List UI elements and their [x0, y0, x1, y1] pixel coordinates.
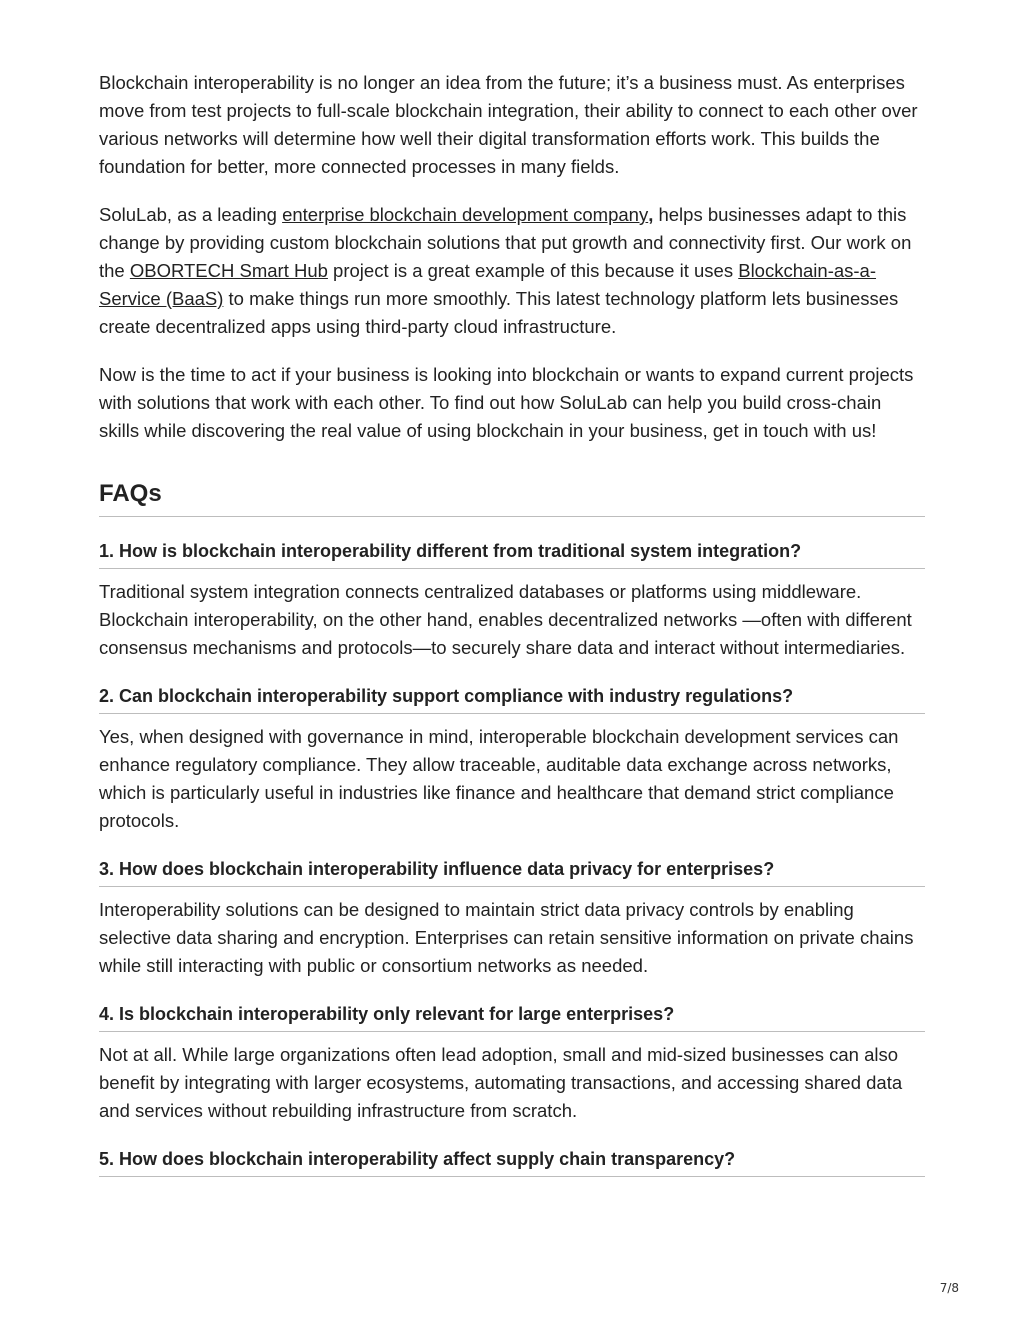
faq-answer: Not at all. While large organizations often lead adoption, small and mid-sized businesses can also benefit by integrating with larger ecosystems, automating transactions, and accessing shared data and services without rebuilding infrastructure from scratch. [99, 1044, 903, 1121]
faq-answer: Yes, when designed with governance in mind, interoperable blockchain development services can enhance regulatory compliance. They allow traceable, auditable data exchange across networks, which is particularly useful in industries like finance and healthcare that demand strict compliance protocols. [99, 726, 899, 831]
baas-link[interactable]: Blockchain-as-a-Service (BaaS) [99, 260, 877, 309]
faq-item [99, 517, 925, 662]
bold-comma: , [648, 204, 654, 225]
enterprise-blockchain-link[interactable]: enterprise blockchain development company [282, 204, 649, 225]
faq-answer: Traditional system integration connects centralized databases or platforms using middleware. Blockchain interoperability, on the other hand, enables decentralized networks —often with different consensus mechanisms and protocols—to securely share data and interact without intermediaries. [99, 581, 912, 658]
faq-answer: Interoperability solutions can be designed to maintain strict data privacy controls by enabling selective data sharing and encryption. Enterprises can retain sensitive information on private chains while still interacting with public or consortium networks as needed. [99, 899, 914, 976]
solulab-paragraph [99, 201, 925, 341]
intro-paragraph: Blockchain interoperability is no longer an idea from the future; it’s a business must. As enterprises move from test projects to full-scale blockchain integration, their ability to connect to each other over various networks will determine how well their digital transformation efforts work. This builds the foundation for better, more connected processes in many fields. [99, 72, 918, 177]
page-number: 7/8 [939, 1281, 959, 1295]
call-to-action-paragraph: Now is the time to act if your business is looking into blockchain or wants to expand current projects with solutions that work with each other. To find out how SoluLab can help you build cross-chain skills while discovering the real value of using blockchain in your business, get in touch with us! [99, 364, 914, 441]
obortech-smart-hub-link[interactable]: OBORTECH Smart Hub [129, 260, 328, 281]
faq-item [99, 1125, 925, 1177]
document-body [99, 69, 925, 1177]
faq-item [99, 662, 925, 835]
faq-question: 4. Is blockchain interoperability only relevant for large enterprises? [99, 980, 925, 1032]
faq-heading: FAQs [99, 479, 925, 517]
text-segment: SoluLab, as a leading [99, 204, 283, 225]
faq-question: 5. How does blockchain interoperability affect supply chain transparency? [99, 1125, 925, 1177]
faq-question: 3. How does blockchain interoperability influence data privacy for enterprises? [99, 835, 925, 887]
text-segment: helps businesses adapt to this change by providing custom blockchain solutions that put growth and connectivity first. Our work on the [99, 204, 912, 281]
faq-question: 2. Can blockchain interoperability support compliance with industry regulations? [99, 662, 925, 714]
faq-question: 1. How is blockchain interoperability different from traditional system integration? [99, 517, 925, 569]
faq-item [99, 835, 925, 980]
text-segment: project is a great example of this because it uses [327, 260, 739, 281]
text-segment: to make things run more smoothly. This latest technology platform lets businesses create decentralized apps using third-party cloud infrastructure. [99, 288, 899, 337]
faq-item [99, 980, 925, 1125]
